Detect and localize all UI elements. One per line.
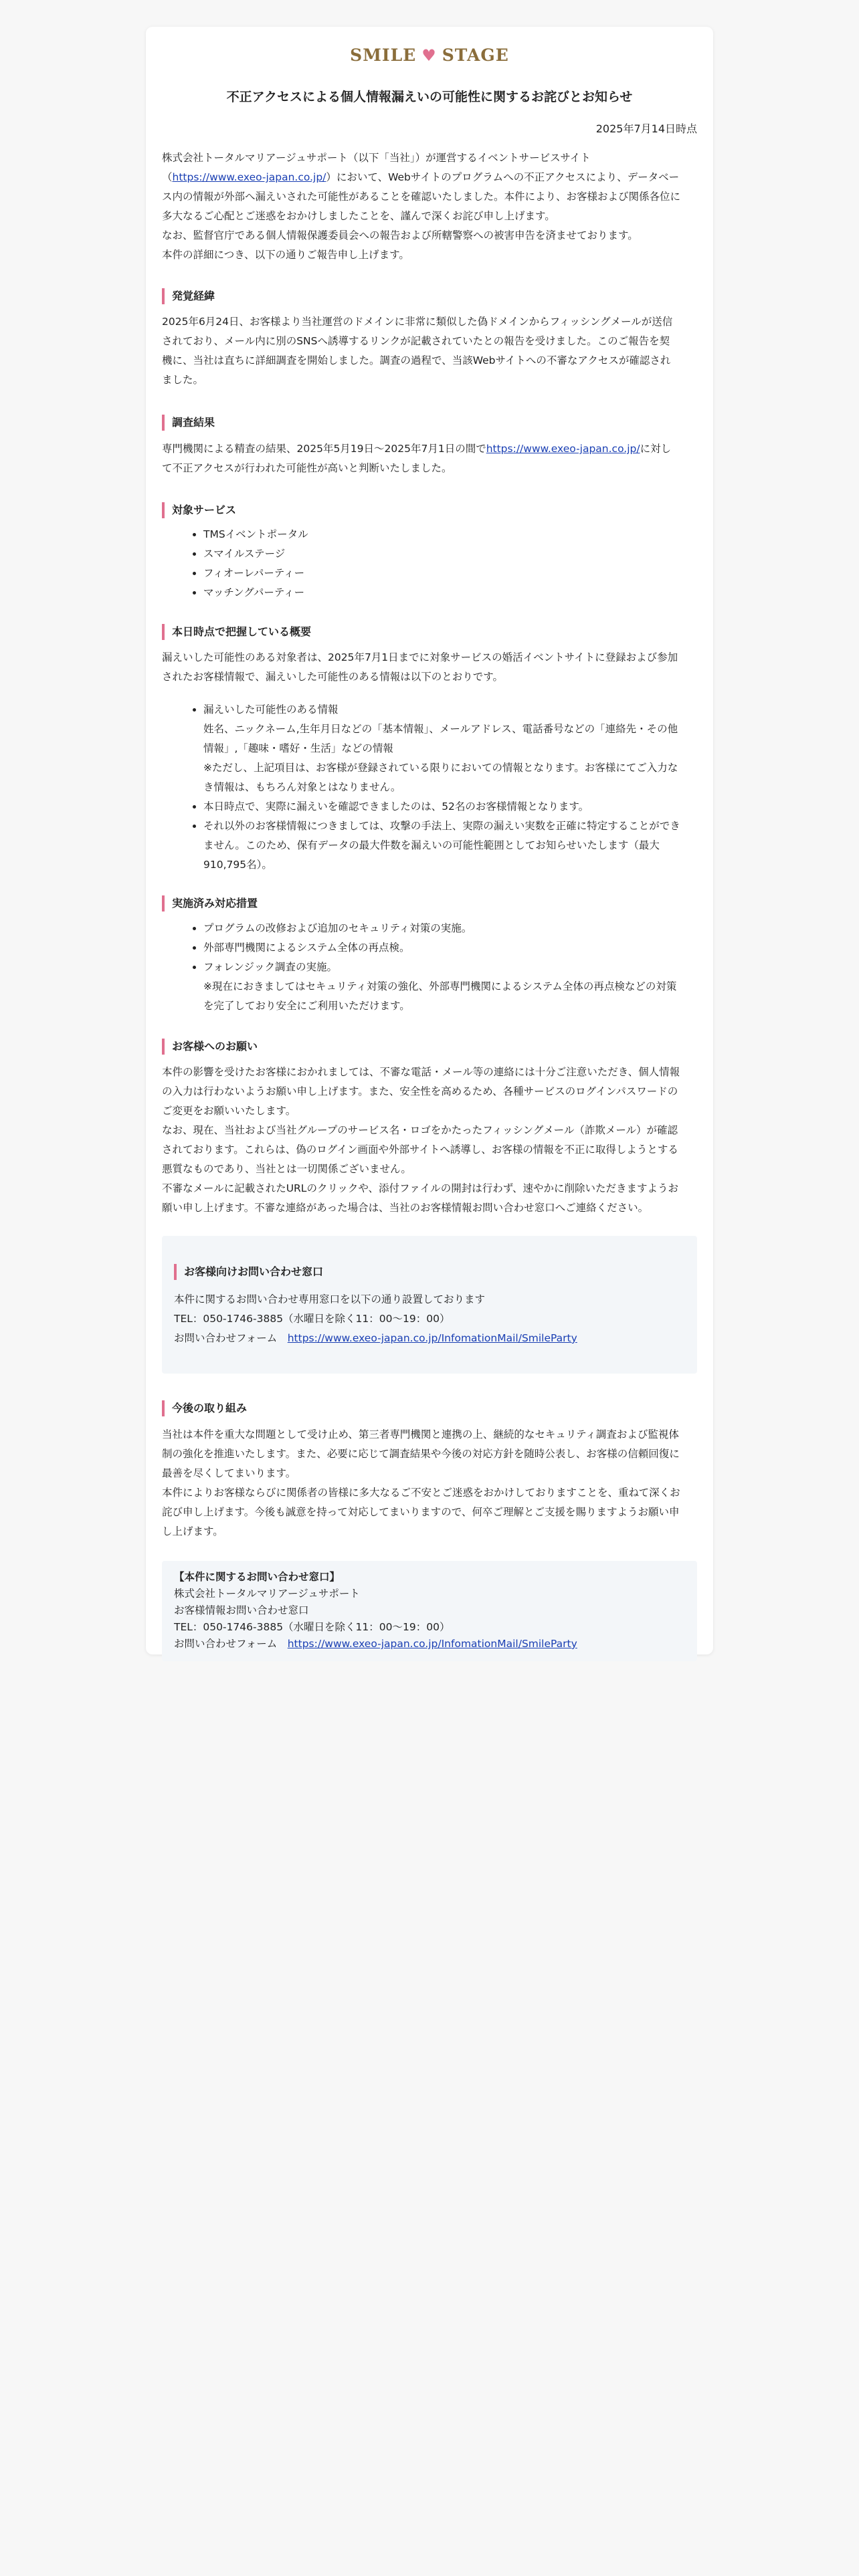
discovery-line: 機に、当社は直ちに詳細調査を開始しました。調査の過程で、当該Webサイトへの不審なアクセスが確認され (162, 354, 671, 366)
contact-box (162, 1236, 697, 1374)
request-line: されております。これらは、偽のログイン画面や外部サイトへ誘導し、お客様の情報を不正に取得しようとする (162, 1144, 678, 1156)
overview-text: ません。このため、保有データの最大件数を漏えいの可能性範囲としてお知らせいたします（最大 (203, 839, 660, 851)
section-heading-measures: 実施済み対応措置 (162, 895, 697, 911)
request-line: なお、現在、当社および当社グループのサービス名・ロゴをかたったフィッシングメール（詐欺メール）が確認 (162, 1124, 678, 1136)
request-line: 悪質なものであり、当社とは一切関係ございません。 (162, 1163, 411, 1175)
heart-icon: ♥ (421, 45, 437, 65)
service-list (162, 525, 697, 603)
section-heading-future: 今後の取り組み (162, 1400, 697, 1416)
request-line: 本件の影響を受けたお客様におかれましては、不審な電話・メール等の連絡には十分ご注意いただき、個人情報 (162, 1066, 680, 1078)
investigation-line (162, 439, 697, 459)
footer-form-link[interactable]: https://www.exeo-japan.co.jp/InfomationMail/SmileParty (287, 1638, 577, 1650)
measure-item (203, 958, 697, 1016)
section-heading-services: 対象サービス (162, 502, 697, 518)
footer-heading: 【本件に関するお問い合わせ窓口】 (174, 1571, 341, 1583)
contact-form-link[interactable]: https://www.exeo-japan.co.jp/InfomationMail/SmileParty (287, 1332, 577, 1344)
future-line: 最善を尽くしてまいります。 (162, 1467, 296, 1479)
section-heading-overview: 本日時点で把握している概要 (162, 624, 697, 640)
measure-text: フォレンジック調査の実施。 (203, 961, 337, 973)
footer-contact-box (162, 1561, 697, 1661)
overview-text: 漏えいした可能性のある情報 (203, 704, 339, 716)
future-line: 本件によりお客様ならびに関係者の皆様に多大なるご不安とご迷惑をおかけしておりますことを、重ねて深くお (162, 1487, 680, 1499)
measure-text: ※現在におきましてはセキュリティ対策の強化、外部専門機関によるシステム全体の再点検などの対策 (203, 980, 677, 992)
request-line: 願い申し上げます。不審な連絡があった場合は、当社のお客様情報お問い合わせ窓口へご連絡ください。 (162, 1202, 649, 1214)
section-heading-request: お客様へのお願い (162, 1039, 697, 1055)
discovery-line: されており、メール内に別のSNSへ誘導するリンクが記載されていたとの報告を受けました。このご報告を契 (162, 335, 670, 347)
intro-block (162, 148, 697, 265)
intro-line: 株式会社トータルマリアージュサポート（以下「当社」）が運営するイベントサービスサイト (162, 152, 591, 164)
measures-list (162, 919, 697, 1016)
brand-logo-left: SMILE (350, 45, 417, 65)
intro-line: ス内の情報が外部へ漏えいされた可能性があることを確認いたしました。本件により、お客様および関係各位に (162, 191, 681, 203)
overview-item: • 本日時点で、実際に漏えいを確認できましたのは、52名のお客様情報となります。 (203, 797, 697, 817)
investigation-text: 専門機関による精査の結果、2025年5月19日〜2025年7月1日の間で (162, 443, 486, 455)
overview-text: き情報は、もちろん対象とはなりません。 (203, 781, 401, 793)
overview-line: されたお客様情報で、漏えいした可能性のある情報は以下のとおりです。 (162, 671, 503, 683)
contact-form-line (174, 1329, 685, 1348)
measures-block (162, 919, 697, 1016)
overview-intro (162, 648, 697, 687)
intro-line: 本件の詳細につき、以下の通りご報告申し上げます。 (162, 249, 409, 261)
brand-logo (162, 45, 697, 65)
overview-item (203, 817, 697, 875)
future-line: 制の強化を推進いたします。また、必要に応じて調査結果や今後の対応方針を随時公表し、お客様の信頼回復に (162, 1448, 680, 1460)
discovery-line: ました。 (162, 374, 204, 386)
investigation-block (162, 439, 697, 478)
intro-line: 多大なるご心配とご迷惑をおかけしましたことを、謹んで深くお詫び申し上げます。 (162, 210, 555, 222)
discovery-line: 2025年6月24日、お客様より当社運営のドメインに非常に類似した偽ドメインからフィッシングメールが送信 (162, 316, 673, 328)
future-line: し上げます。 (162, 1525, 223, 1537)
contact-line: 本件に関するお問い合わせ専用窓口を以下の通り設置しております (174, 1293, 486, 1305)
footer-company: 株式会社トータルマリアージュサポート (174, 1588, 360, 1600)
future-block (162, 1425, 697, 1541)
notice-date: 2025年7月14日時点 (595, 122, 697, 135)
investigation-line: て不正アクセスが行われた可能性が高いと判断いたしました。 (162, 462, 452, 474)
footer-form-line (174, 1634, 685, 1654)
overview-text: 910,795名）。 (203, 859, 272, 871)
footer-dept: お客様情報お問い合わせ窓口 (174, 1604, 309, 1616)
service-item: • フィオーレパーティー (203, 564, 697, 583)
request-block (162, 1063, 697, 1218)
service-item: • マッチングパーティー (203, 583, 697, 603)
overview-text: 情報」,「趣味・嗜好・生活」などの情報 (203, 742, 393, 754)
discovery-block (162, 312, 697, 390)
overview-list (162, 700, 697, 875)
measure-item: • 外部専門機関によるシステム全体の再点検。 (203, 938, 697, 958)
request-line: ご変更をお願いいたします。 (162, 1105, 296, 1117)
future-line: 詫び申し上げます。今後も誠意を持って対応してまいりますので、何卒ご理解とご支援を賜りますようお願い申 (162, 1506, 680, 1518)
site-link[interactable]: https://www.exeo-japan.co.jp/ (172, 171, 326, 183)
intro-line: なお、監督官庁である個人情報保護委員会への報告および所轄警察への被害申告を済ませております。 (162, 229, 638, 241)
service-item: • スマイルステージ (203, 544, 697, 564)
section-heading-investigation: 調査結果 (162, 415, 697, 431)
services-block (162, 525, 697, 603)
measure-item: • プログラムの改修および追加のセキュリティ対策の実施。 (203, 919, 697, 938)
intro-text: （ (162, 171, 173, 183)
intro-text: ）において、Webサイトのプログラムへの不正アクセスにより、データベー (326, 171, 680, 183)
page-title: 不正アクセスによる個人情報漏えいの可能性に関するお詫びとお知らせ (226, 90, 633, 104)
footer-form-label: お問い合わせフォーム (174, 1638, 288, 1650)
future-line: 当社は本件を重大な問題として受け止め、第三者専門機関と連携の上、継続的なセキュリティ調査および監視体 (162, 1428, 679, 1440)
overview-text: それ以外のお客様情報につきましては、攻撃の手法上、実際の漏えい実数を正確に特定することができ (203, 820, 680, 832)
footer-tel: TEL：050-1746-3885（水曜日を除く11：00〜19：00） (174, 1621, 450, 1633)
overview-text: ※ただし、上記項目は、お客様が登録されている限りにおいての情報となります。お客様にてご入力な (203, 762, 678, 774)
site-link[interactable]: https://www.exeo-japan.co.jp/ (486, 443, 640, 455)
contact-tel: TEL：050-1746-3885（水曜日を除く11：00〜19：00） (174, 1313, 450, 1325)
brand-logo-right: STAGE (442, 45, 509, 65)
intro-line (162, 168, 697, 187)
section-heading-contact: お客様向けお問い合わせ窓口 (174, 1264, 685, 1280)
investigation-text: に対し (640, 443, 672, 455)
overview-item (203, 700, 697, 797)
notice-card (146, 27, 713, 1654)
overview-text: 姓名、ニックネーム,生年月日などの「基本情報」、メールアドレス、電話番号などの「連絡先・その他 (203, 723, 678, 735)
section-heading-discovery: 発覚経緯 (162, 288, 697, 304)
contact-form-label: お問い合わせフォーム (174, 1332, 288, 1344)
request-line: の入力は行わないようお願い申し上げます。また、安全性を高めるため、各種サービスのログインパスワードの (162, 1085, 678, 1097)
request-line: 不審なメールに記載されたURLのクリックや、添付ファイルの開封は行わず、速やかに削除いただきますようお (162, 1182, 678, 1194)
measure-text: を完了しており安全にご利用いただけます。 (203, 1000, 410, 1012)
overview-list-block (162, 700, 697, 875)
overview-line: 漏えいした可能性のある対象者は、2025年7月1日までに対象サービスの婚活イベントサイトに登録および参加 (162, 651, 678, 663)
service-item: • TMSイベントポータル (203, 525, 697, 544)
